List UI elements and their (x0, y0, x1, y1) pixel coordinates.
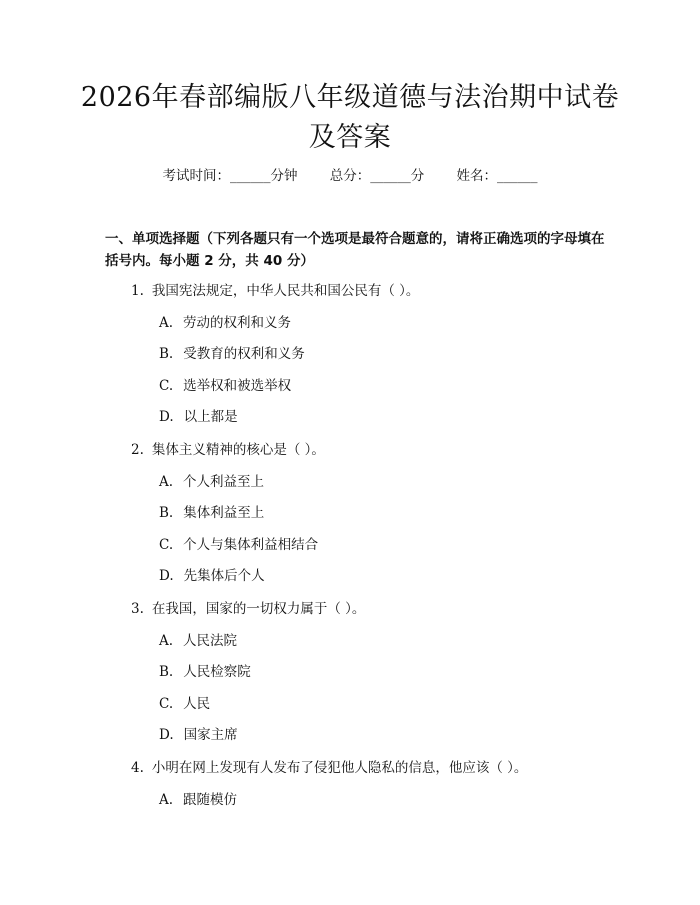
option-letter: D. (159, 568, 174, 584)
option-text: 个人利益至上 (183, 474, 265, 490)
exam-info-line (0, 166, 700, 186)
option-text: 人民检察院 (183, 664, 251, 680)
question-number: 1. (131, 283, 144, 299)
option-text: 受教育的权利和义务 (183, 346, 305, 362)
option-1b (159, 344, 305, 364)
question-1 (131, 281, 419, 301)
option-letter: D. (159, 409, 174, 425)
section-heading: 一、单项选择题（下列各题只有一个选项是最符合题意的，请将正确选项的字母填在括号内。每小题 2 分，共 40 分） (105, 231, 605, 269)
option-text: 以上都是 (183, 409, 238, 425)
total-score-blank: ______ (370, 168, 411, 184)
option-1a (159, 313, 291, 333)
option-letter: A. (159, 474, 174, 490)
option-text: 人民法院 (183, 633, 238, 649)
option-2c (159, 535, 318, 555)
option-4a (159, 790, 237, 810)
student-name-label: 姓名： (456, 168, 498, 184)
exam-time-blank: ______ (229, 168, 271, 184)
option-text: 跟随模仿 (183, 792, 238, 808)
option-2b (159, 503, 264, 523)
option-text: 先集体后个人 (183, 568, 265, 584)
total-score-unit: 分 (410, 168, 425, 184)
option-text: 个人与集体利益相结合 (183, 537, 319, 553)
option-letter: B. (159, 505, 174, 521)
option-letter: A. (159, 792, 174, 808)
exam-time-unit: 分钟 (270, 168, 298, 184)
option-text: 国家主席 (183, 727, 238, 743)
student-name-field (457, 166, 538, 186)
option-letter: C. (159, 537, 174, 553)
question-text: 在我国，国家的一切权力属于（ ）。 (151, 601, 366, 617)
option-letter: A. (159, 315, 174, 331)
option-text: 劳动的权利和义务 (183, 315, 292, 331)
question-text: 集体主义精神的核心是（ ）。 (151, 442, 325, 458)
total-score-field (330, 166, 425, 186)
option-text: 选举权和被选举权 (183, 378, 292, 394)
option-3c (159, 694, 210, 714)
option-letter: B. (159, 346, 174, 362)
option-3a (159, 631, 237, 651)
option-1d (159, 407, 238, 427)
question-3 (131, 599, 365, 619)
question-number: 2. (131, 442, 144, 458)
option-2a (159, 472, 264, 492)
option-3d (159, 725, 238, 745)
question-text: 我国宪法规定，中华人民共和国公民有（ ）。 (151, 283, 420, 299)
question-4 (131, 758, 527, 778)
page-title: 2026年春部编版八年级道德与法治期中试卷及答案 (80, 82, 620, 153)
option-letter: A. (159, 633, 174, 649)
exam-time-label: 考试时间： (162, 168, 230, 184)
question-text: 小明在网上发现有人发布了侵犯他人隐私的信息，他应该（ ）。 (151, 760, 528, 776)
option-text: 人民 (183, 696, 211, 712)
option-1c (159, 376, 291, 396)
option-letter: D. (159, 727, 174, 743)
option-letter: B. (159, 664, 174, 680)
question-number: 4. (131, 760, 144, 776)
exam-time-field (162, 166, 297, 186)
question-2 (131, 440, 325, 460)
option-2d (159, 566, 265, 586)
question-number: 3. (131, 601, 144, 617)
option-letter: C. (159, 696, 174, 712)
option-text: 集体利益至上 (183, 505, 265, 521)
option-letter: C. (159, 378, 174, 394)
option-3b (159, 662, 251, 682)
total-score-label: 总分： (329, 168, 371, 184)
student-name-blank: ______ (497, 168, 538, 184)
